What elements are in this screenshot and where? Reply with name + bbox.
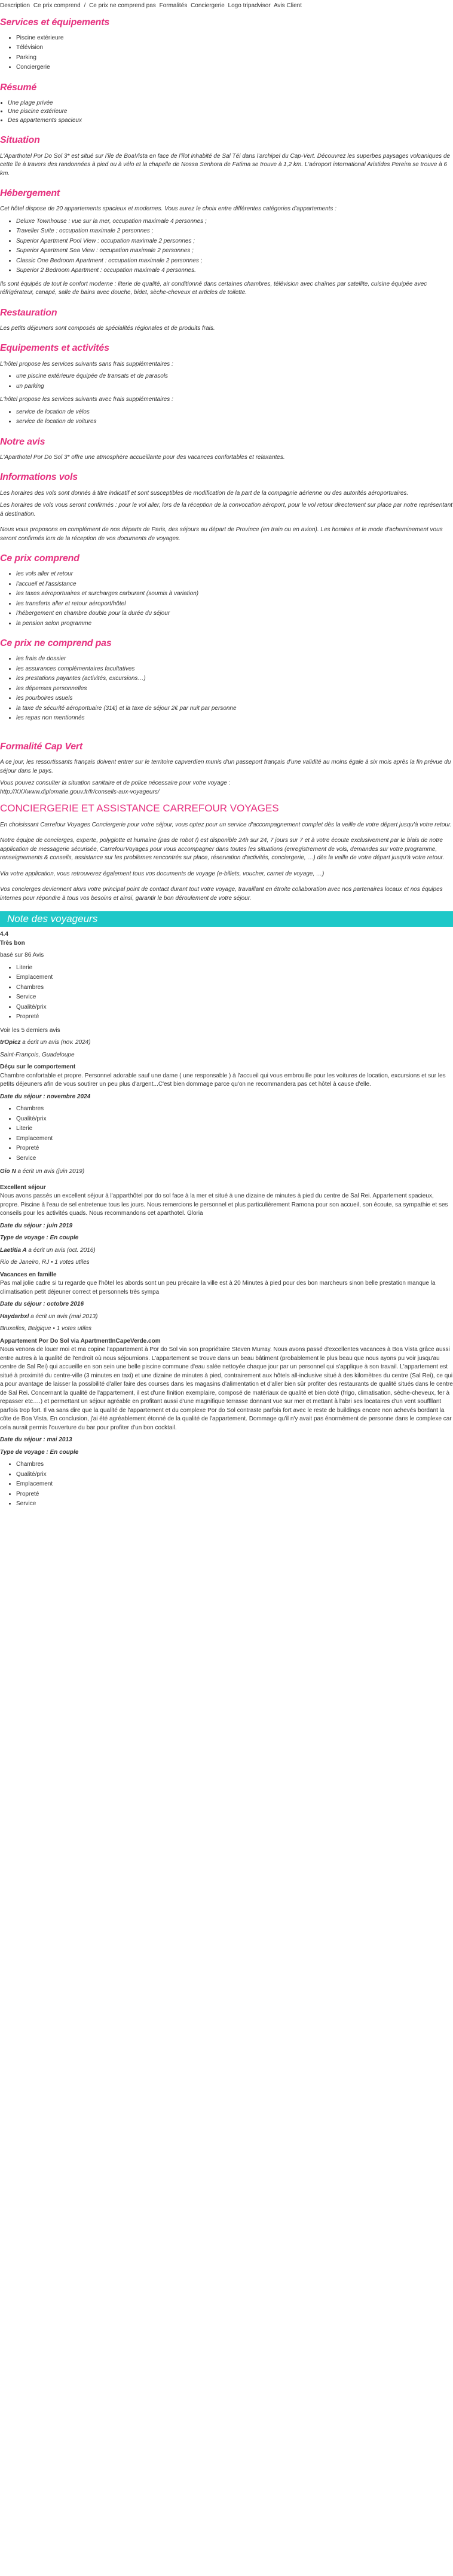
- list-item: • Superior Apartment Pool View : occupation maximale 2 personnes ;: [16, 237, 453, 246]
- list-item: • Chambres: [16, 984, 453, 993]
- list-item: • l'hébergement en chambre double pour la durée du séjour: [16, 609, 453, 618]
- list-item: • Superior 2 Bedroom Apartment : occupation maximale 4 personnes.: [16, 267, 453, 275]
- formalite-title: Formalité Cap Vert: [0, 741, 83, 752]
- review-author: Gio N: [0, 1168, 16, 1175]
- review-wrote: a écrit un avis (oct. 2016): [28, 1246, 96, 1254]
- conciergerie-p1: En choisissant Carrefour Voyages Conciergerie pour votre séjour, vous optez pour un service d'accompagnement complet dès la veille de votre départ jusqu'à votre retour.: [0, 821, 452, 828]
- situation-text: L'Aparthotel Por Do Sol 3* est situé sur l'île de BoaVista en face de l'îlot inhabité de Sal Téi dans l'archipel du Cap-Vert. Découvrez les superbes paysages volcaniques de cette île à travers des randonnées à pied ou à vélo et la chapelle de Nossa Senhora de Fatima se trouve à 1,2 km. L'aéroport international Aristides Pereira se trouve à 6 km.: [0, 152, 451, 177]
- list-item: • Chambres: [16, 1105, 453, 1114]
- equipements-intro-paid: L'hôtel propose les services suivants avec frais supplémentaires :: [0, 396, 173, 403]
- equipements-free-list: [0, 372, 453, 391]
- list-item: • les pourboires usuels: [16, 694, 453, 703]
- review-text: Chambre confortable et propre. Personnel adorable sauf une dame ( une responsable ) à l'accueil qui vous embrouille pour les voitures de location, excursions et sur les petits déjeuners afin de vous soutirer un peu plus d'argent...C'est bien dommage parce qu'on ne recommandera pas cet hôtel à cause d'elle.: [0, 1072, 446, 1088]
- rating-score: 4.4: [0, 931, 8, 938]
- list-item: • les dépenses personnelles: [16, 685, 453, 694]
- list-item: • la taxe de sécurité aéroportuaire (31€) et la taxe de séjour 2€ par nuit par personne: [16, 705, 453, 713]
- list-item: • Des appartements spacieux: [8, 117, 453, 125]
- list-item: • la pension selon programme: [16, 620, 453, 629]
- list-item: • Chambres: [16, 1460, 453, 1469]
- review-title: Vacances en famille: [0, 1271, 57, 1278]
- crumb-ce-prix-comprend[interactable]: Ce prix comprend: [33, 2, 81, 9]
- list-item: • Traveller Suite : occupation maximale 2 personnes ;: [16, 227, 453, 236]
- list-item: • les vols aller et retour: [16, 570, 453, 579]
- review-stay: Date du séjour : octobre 2016: [0, 1301, 84, 1308]
- review-wrote: a écrit un avis (juin 2019): [17, 1168, 85, 1175]
- list-item: • Propreté: [16, 1144, 453, 1153]
- review-author: trOpicz: [0, 1039, 21, 1046]
- review-stay: Date du séjour : mai 2013: [0, 1436, 72, 1444]
- review-text: Nous avons passés un excellent séjour à l'apparthôtel por do sol face à la mer et situé à une dizaine de minutes à pied du centre de Sal Rei. Appartement spacieux, propre. Piscine à l'eau de sel entretenue tous les jours. Nous remercions le personnel et plus particulièrement Ramona pour son accueil, son écoute, sa sympathie et ses conseils pour les activités quads. Nous recommandons cet aparthotel. Gloria: [0, 1193, 448, 1217]
- notre-avis-text: L'Aparthotel Por Do Sol 3* offre une atmosphère accueillante pour des vacances confortables et relaxantes.: [0, 454, 285, 461]
- review-item: [0, 1313, 453, 1509]
- review-trip-type: Type de voyage : En couple: [0, 1235, 79, 1242]
- list-item: • Télévision: [16, 44, 453, 53]
- hebergement-intro: Cet hôtel dispose de 20 appartements spacieux et modernes. Vous aurez le choix entre différentes catégories d'appartements :: [0, 206, 336, 213]
- list-item: • Piscine extérieure: [16, 34, 453, 43]
- list-item: • les taxes aéroportuaires et surcharges carburant (soumis à variation): [16, 590, 453, 599]
- list-item: • les transferts aller et retour aéroport/hôtel: [16, 600, 453, 609]
- review-stay: Date du séjour : novembre 2024: [0, 1093, 91, 1100]
- list-item: • Service: [16, 1154, 453, 1163]
- review-author: Haydarbxl: [0, 1313, 29, 1320]
- equipements-paid-list: [0, 408, 453, 427]
- review-title: Appartement Por Do Sol via ApartmentInCapeVerde.com: [0, 1337, 161, 1344]
- list-item: • les prestations payantes (activités, excursions…): [16, 675, 453, 684]
- list-item: • les repas non mentionnés: [16, 714, 453, 723]
- list-item: • Classic One Bedroom Apartment : occupation maximale 2 personnes ;: [16, 257, 453, 266]
- list-item: • Superior Apartment Sea View : occupation maximale 2 personnes ;: [16, 247, 453, 256]
- list-item: • service de location de vélos: [16, 408, 453, 417]
- situation-title: Situation: [0, 135, 40, 146]
- list-item: • Service: [16, 1500, 453, 1509]
- review-location: Bruxelles, Belgique • 1 votes utiles: [0, 1325, 92, 1333]
- services-title: Services et équipements: [0, 17, 110, 27]
- list-item: • Une plage privée: [8, 99, 453, 108]
- infos-vols-title: Informations vols: [0, 472, 78, 483]
- review-location: Rio de Janeiro, RJ • 1 votes utiles: [0, 1259, 90, 1266]
- review-text: Pas mal jolie cadre si tu regarde que l'hôtel les abords sont un peu précaire la ville est à 20 Minutes à pied pour des bon marcheurs sinon belle prestation manque la climatisation petit déjeuner correct et personnels très sympa: [0, 1280, 436, 1295]
- review-wrote: a écrit un avis (nov. 2024): [22, 1039, 91, 1046]
- hebergement-title: Hébergement: [0, 188, 60, 199]
- notes-header-bar: [0, 911, 453, 927]
- list-item: • Une piscine extérieure: [8, 108, 453, 117]
- list-item: • une piscine extérieure équipée de transats et de parasols: [16, 372, 453, 381]
- restauration-title: Restauration: [0, 307, 57, 318]
- formalite-link[interactable]: http://XXXwww.diplomatie.gouv.fr/fr/conseils-aux-voyageurs/: [0, 788, 160, 795]
- crumb-conciergerie[interactable]: Conciergerie: [191, 2, 225, 9]
- review-criteria-list: [0, 1460, 453, 1509]
- list-item: • Deluxe Townhouse : vue sur la mer, occupation maximale 4 personnes ;: [16, 218, 453, 226]
- conciergerie-title: CONCIERGERIE ET ASSISTANCE CARREFOUR VOYAGES: [0, 802, 279, 814]
- review-location: Saint-François, Guadeloupe: [0, 1051, 75, 1058]
- formalite-p1: A ce jour, les ressortissants français doivent entrer sur le territoire capverdien munis d'un passeport français d'une validité au moins égale à six mois après la fin prévue du séjour dans le pays.: [0, 759, 451, 774]
- restauration-text: Les petits déjeuners sont composés de spécialités régionales et de produits frais.: [0, 324, 215, 332]
- review-item: [0, 1246, 453, 1309]
- list-item: • Propreté: [16, 1490, 453, 1499]
- crumb-avis-client[interactable]: Avis Client: [273, 2, 302, 9]
- resume-title: Résumé: [0, 82, 37, 93]
- list-item: • Literie: [16, 964, 453, 973]
- services-list: [0, 34, 453, 72]
- prix-ne-comprend-list: [0, 655, 453, 723]
- list-item: • Literie: [16, 1125, 453, 1134]
- notes-title: Note des voyageurs: [7, 913, 98, 925]
- crumb-separator: /: [84, 2, 86, 9]
- list-item: • les assurances complémentaires facultatives: [16, 665, 453, 674]
- equipements-intro-free: L'hôtel propose les services suivants sans frais supplémentaires :: [0, 360, 173, 367]
- list-item: • Qualité/prix: [16, 1003, 453, 1012]
- list-item: • l'accueil et l'assistance: [16, 580, 453, 589]
- infos-vols-p2: Les horaires de vols vous seront confirmés : pour le vol aller, lors de la réception de la convocation aéroport, pour le vol retour directement sur place par notre représentant à destination.: [0, 502, 453, 517]
- review-stay: Date du séjour : juin 2019: [0, 1222, 73, 1229]
- formalite-p2: Vous pouvez consulter la situation sanitaire et de police nécessaire pour votre voyage :: [0, 780, 231, 787]
- conciergerie-p3: Via votre application, vous retrouverez également tous vos documents de voyage (e-billets, voucher, carnet de voyage, …): [0, 870, 325, 877]
- review-item: [0, 1039, 453, 1163]
- review-text: Nous venons de louer moi et ma copine l'appartement à Por do Sol via son propriétaire Steven Murray. Nous avons passé d'excellentes vacances à Boa Vista grâce aussi entre autres à la qualité de l'endroit où nous séjournions. L'appartement se trouve dans un beau bâtiment (probablement le plus beau que nous ayons pu voir jusqu'au centre de Sal Rei) qui accueille en son sein une belle piscine commune d'eau salée nettoyée chaque jour par un personnel qui s'applique à son travail. L'appartement est situé à proximité du centre-ville (3 minutes en taxi) et une dizaine de minutes à pied, contrairement aux hôtels all-inclusive situé à des kilomètres du centre (Sal Rei), ce qui a pour avantage de laisser la possibilité d'aller faire des courses dans les magasins d'alimentation et d'aller bien sûr profiter des restaurants de qualité situés dans le centre de Sal Rei. Concernant la qualité de l'appartement, il est d'une finition exemplaire, composé de matériaux de qualité et bien doté (frigo, climatisation, sèche-cheveux, fer à repasser etc….) et permettant un séjour agréable en profitant aussi d'une magnifique terrasse donnant vue sur mer et mettant à l'abri ses locataires d'un vent souffllant parfois trop fort. Il va sans dire que la qualité de l'appartement et du complexe Por do Sol contraste parfois fort avec le reste de buildings encore non achevés bordant la côte de Boa Vista. En conclusion, j'ai été agréablement étonné de la qualité de l'appartement. Dommage qu'il n'y avait pas énormément de personne dans le complexe car cela aurait permis l'ouverture du bar pour profiter d'un bon cocktail.: [0, 1346, 453, 1431]
- list-item: • Conciergerie: [16, 63, 453, 72]
- review-title: Excellent séjour: [0, 1184, 46, 1191]
- list-item: • Parking: [16, 54, 453, 63]
- conciergerie-p2: Notre équipe de concierges, experte, polyglotte et humaine (pas de robot !) est disponible 24h sur 24, 7 jours sur 7 et à votre écoute exclusivement par le biais de notre application de messagerie sécurisée, CarrefourVoyages pour vous accompagner dans toutes les situations (enregistrement de vols, demandes sur votre programme, renseignements & conseils, assistance sur les problèmes rencontrés sur place, réservation d'activités, conciergerie, …) dès la veille de votre départ jusqu'à votre retour.: [0, 837, 445, 862]
- list-item: • service de location de voitures: [16, 418, 453, 427]
- infos-vols-p3: Nous vous proposons en complément de nos départs de Paris, des séjours au départ de Province (en train ou en avion). Les horaires et le mode d'acheminement vous seront confirmés lors de la réception de vos documents de voyages.: [0, 526, 443, 542]
- notre-avis-title: Notre avis: [0, 436, 45, 447]
- rating-based-on: basé sur 86 Avis: [0, 952, 44, 959]
- crumb-logo-tripadvisor[interactable]: Logo tripadvisor: [228, 2, 271, 9]
- review-criteria-list: [0, 1105, 453, 1163]
- hebergement-list: [0, 218, 453, 275]
- prix-comprend-title: Ce prix comprend: [0, 553, 79, 563]
- list-item: • Emplacement: [16, 1135, 453, 1144]
- hebergement-outro: Ils sont équipés de tout le confort moderne : literie de qualité, air conditionné dans certaines chambres, télévision avec chaînes par satellite, cuisine équipée avec réfrigérateur, canapé, salle de bains avec douche, bidet, sèche-cheveux et articles de toilette.: [0, 280, 427, 296]
- rating-criteria-list: [0, 964, 453, 1022]
- review-wrote: a écrit un avis (mai 2013): [30, 1313, 98, 1320]
- list-item: • un parking: [16, 382, 453, 391]
- list-item: • Emplacement: [16, 1480, 453, 1489]
- equipements-title: Equipements et activités: [0, 343, 109, 354]
- crumb-ce-prix-ne-comprend-pas[interactable]: Ce prix ne comprend pas: [89, 2, 156, 9]
- last-reviews-link[interactable]: Voir les 5 derniers avis: [0, 1027, 60, 1034]
- crumb-formalites[interactable]: Formalités: [159, 2, 188, 9]
- prix-ne-comprend-title: Ce prix ne comprend pas: [0, 638, 112, 649]
- list-item: • les frais de dossier: [16, 655, 453, 664]
- crumb-description[interactable]: Description: [0, 2, 30, 9]
- conciergerie-p4: Vos concierges deviennent alors votre principal point de contact durant tout votre voyage, travaillant en étroite collaboration avec nos partenaires locaux et nos équipes internes pour répondre à tous vos besoins et ainsi, garantir le bon déroulement de votre séjour.: [0, 886, 443, 902]
- list-item: • Emplacement: [16, 973, 453, 982]
- list-item: • Qualité/prix: [16, 1115, 453, 1124]
- review-item: [0, 1168, 453, 1243]
- review-trip-type: Type de voyage : En couple: [0, 1448, 79, 1456]
- breadcrumb: [0, 2, 453, 13]
- list-item: • Propreté: [16, 1013, 453, 1022]
- list-item: • Service: [16, 993, 453, 1002]
- rating-label: Très bon: [0, 939, 25, 947]
- review-author: Laetitia A: [0, 1246, 27, 1254]
- list-item: • Qualité/prix: [16, 1471, 453, 1480]
- infos-vols-p1: Les horaires des vols sont donnés à titre indicatif et sont susceptibles de modification de la part de la compagnie aérienne ou des autorités aéroportuaires.: [0, 489, 409, 497]
- prix-comprend-list: [0, 570, 453, 628]
- resume-list: [0, 99, 453, 125]
- review-title: Déçu sur le comportement: [0, 1064, 76, 1071]
